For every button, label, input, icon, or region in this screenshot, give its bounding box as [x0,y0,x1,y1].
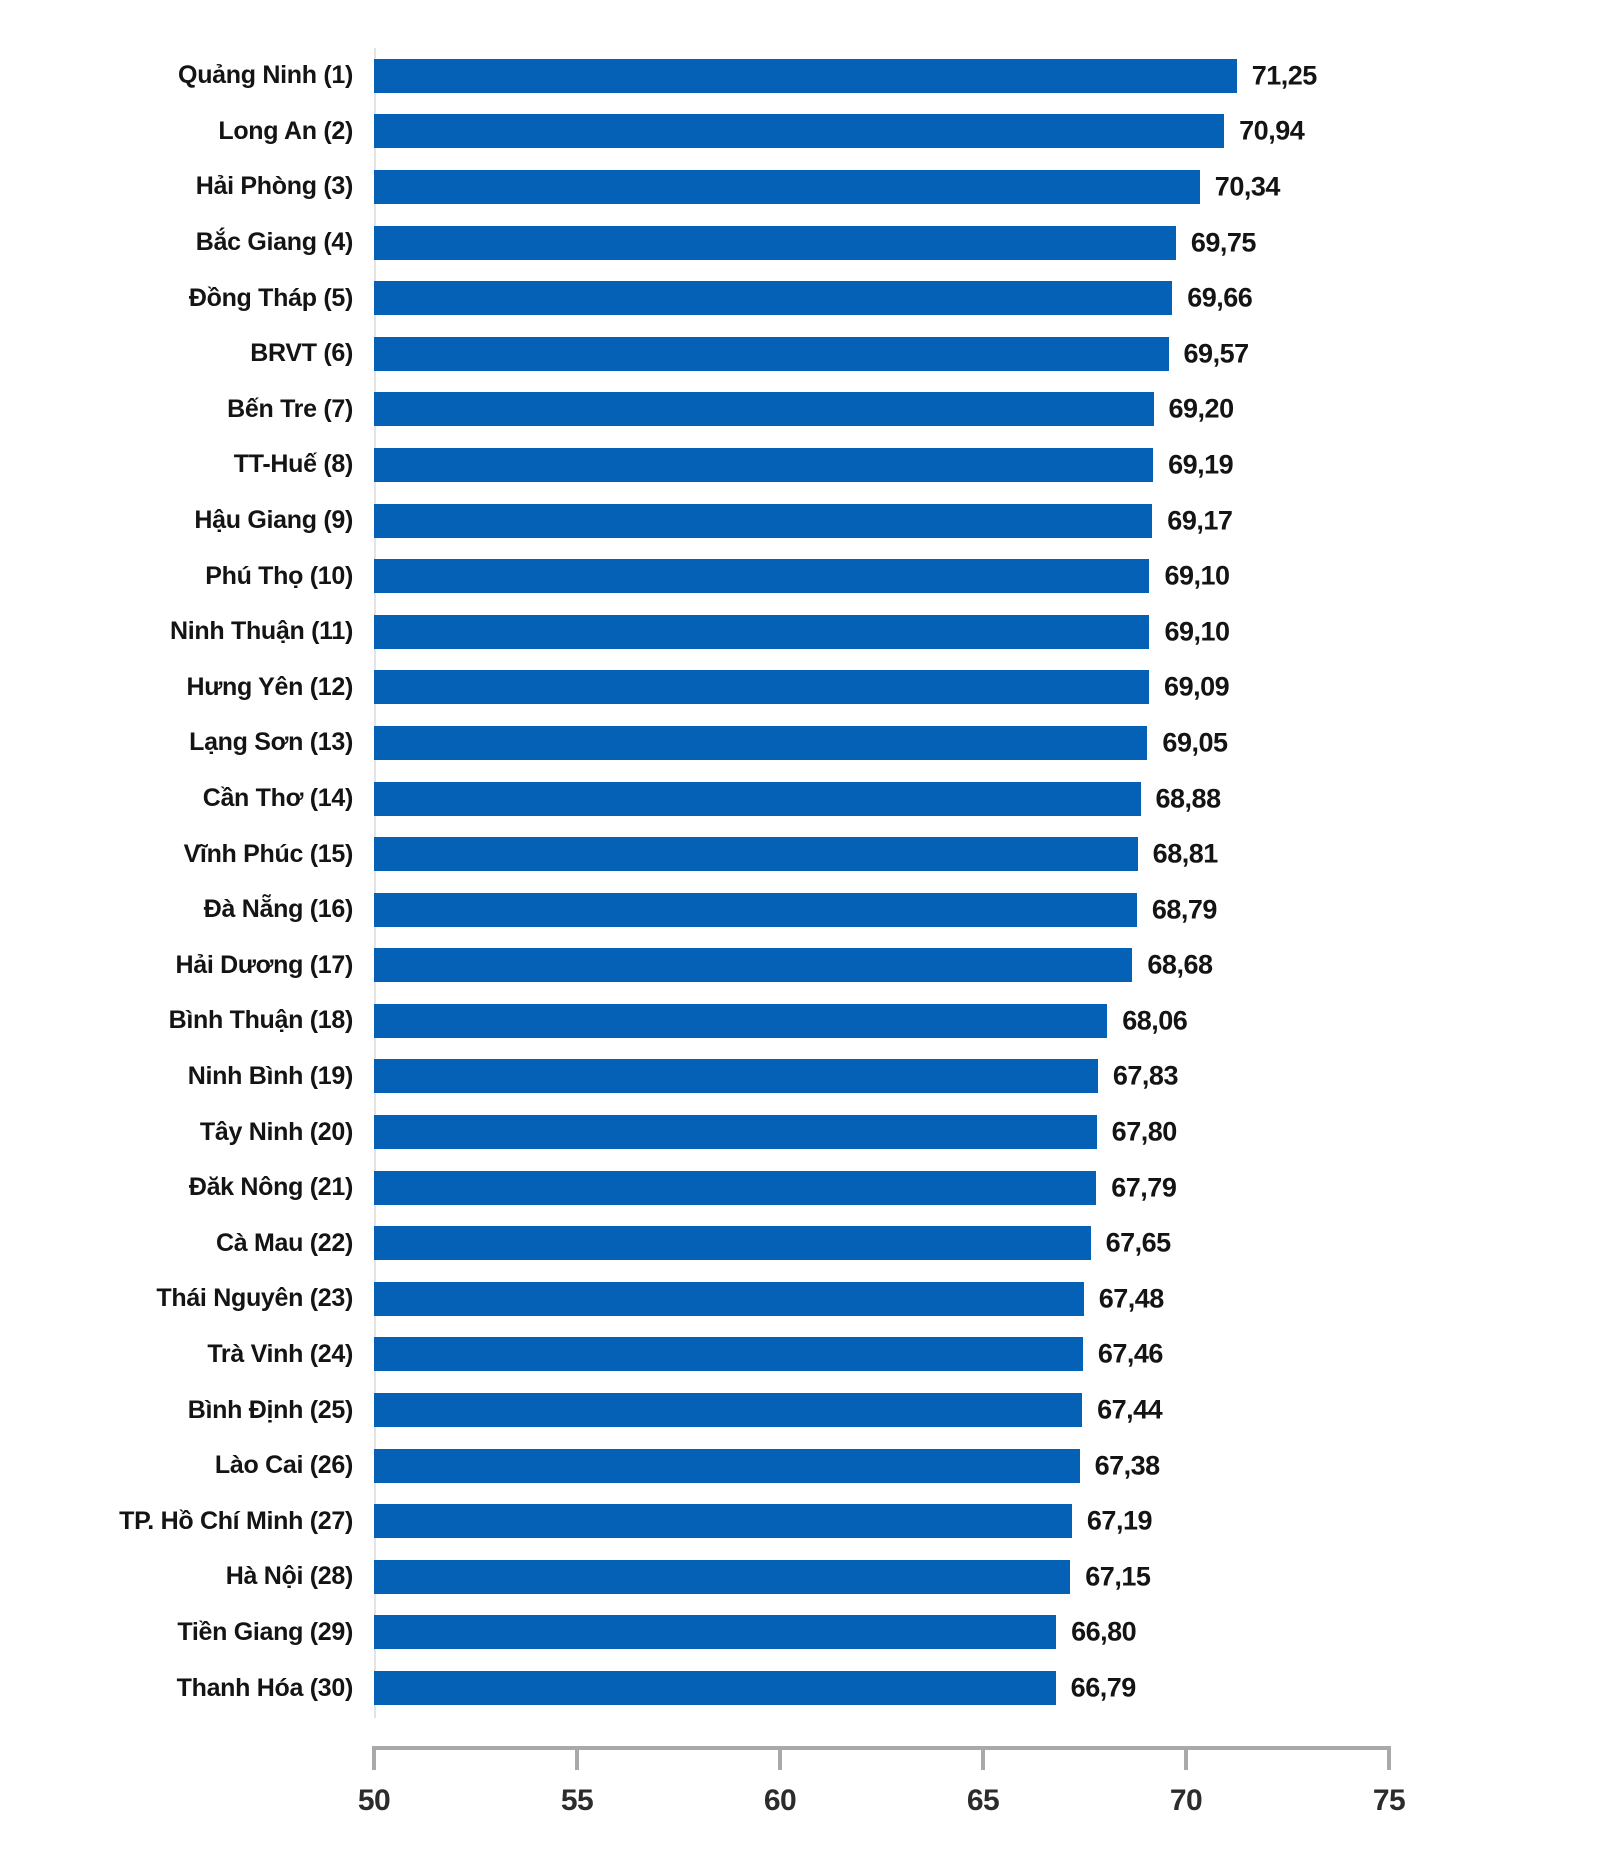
category-label: Cà Mau (22) [215,1228,353,1257]
x-axis-tick-label: 65 [966,1784,1000,1817]
category-label: Đăk Nông (21) [188,1173,353,1202]
bar-track [374,559,1389,593]
category-label: TP. Hồ Chí Minh (27) [119,1506,353,1535]
category-label: Quảng Ninh (1) [178,61,353,90]
bar-track [374,1504,1389,1538]
value-bar [374,170,1200,204]
bar-track [374,615,1389,649]
bar-track [374,1059,1389,1093]
value-label: 70,34 [1214,171,1280,202]
bar-track [374,1393,1389,1427]
category-label: Thanh Hóa (30) [176,1673,353,1702]
bar-track [374,893,1389,927]
bar-row [0,1271,1600,1327]
value-label: 67,48 [1098,1283,1164,1314]
value-label: 68,06 [1122,1005,1188,1036]
bar-row [0,437,1600,493]
value-label: 66,79 [1070,1672,1136,1703]
value-bar [374,1615,1056,1649]
category-label: Hải Phòng (3) [195,172,353,201]
bar-track [374,948,1389,982]
bar-track [374,1337,1389,1371]
value-bar [374,1393,1082,1427]
bar-track [374,1226,1389,1260]
x-axis-tick-label: 50 [357,1784,391,1817]
bar-row [0,1605,1600,1661]
value-label: 68,81 [1152,838,1218,869]
value-label: 69,05 [1162,727,1228,758]
value-bar [374,948,1132,982]
value-bar [374,1671,1056,1705]
value-bar [374,1282,1084,1316]
bar-track [374,59,1389,93]
bar-row [0,493,1600,549]
bar-row [0,159,1600,215]
category-label: Ninh Thuận (11) [169,617,353,646]
bar-track [374,504,1389,538]
value-label: 69,10 [1164,560,1230,591]
value-bar [374,837,1138,871]
bar-track [374,670,1389,704]
value-label: 67,38 [1094,1450,1160,1481]
category-label: Tây Ninh (20) [199,1117,353,1146]
value-label: 69,57 [1183,338,1249,369]
value-label: 67,65 [1105,1227,1171,1258]
category-label: Lạng Sơn (13) [189,728,353,757]
bar-track [374,1115,1389,1149]
value-bar [374,1449,1080,1483]
value-label: 69,75 [1190,227,1256,258]
bar-track [374,837,1389,871]
value-bar [374,448,1153,482]
bar-rows [0,48,1600,1716]
bar-row [0,1160,1600,1216]
bar-track [374,392,1389,426]
x-axis-tick-mark [372,1746,376,1770]
bar-row [0,326,1600,382]
bar-row [0,1104,1600,1160]
value-bar [374,1171,1096,1205]
category-label: Bắc Giang (4) [195,228,353,257]
value-bar [374,726,1147,760]
bar-track [374,448,1389,482]
x-axis-tick-mark [981,1746,985,1770]
value-label: 66,80 [1071,1616,1137,1647]
category-label: TT-Huế (8) [233,450,353,479]
value-bar [374,782,1141,816]
bar-track [374,726,1389,760]
category-label: Cần Thơ (14) [202,784,353,813]
bar-row [0,771,1600,827]
bar-track [374,1282,1389,1316]
value-label: 69,66 [1187,282,1253,313]
category-label: BRVT (6) [250,339,353,368]
bar-row [0,1327,1600,1383]
value-label: 69,19 [1168,449,1234,480]
bar-row [0,1049,1600,1105]
value-bar [374,1337,1083,1371]
value-label: 67,44 [1097,1394,1163,1425]
bar-row [0,882,1600,938]
x-axis-tick-mark [1184,1746,1188,1770]
value-label: 69,09 [1164,671,1230,702]
x-axis-line [374,1746,1389,1750]
bar-track [374,782,1389,816]
category-label: Hà Nội (28) [225,1562,353,1591]
x-axis-tick-label: 75 [1372,1784,1406,1817]
x-axis-tick-label: 60 [763,1784,797,1817]
value-bar [374,337,1169,371]
value-label: 67,15 [1085,1561,1151,1592]
bar-track [374,114,1389,148]
value-label: 68,79 [1151,894,1217,925]
category-label: Vĩnh Phúc (15) [183,839,353,868]
bar-row [0,1660,1600,1716]
bar-row [0,1382,1600,1438]
category-label: Thái Nguyên (23) [156,1284,353,1313]
value-bar [374,1560,1070,1594]
bar-track [374,1004,1389,1038]
bar-row [0,1493,1600,1549]
category-label: Bình Thuận (18) [168,1006,353,1035]
value-label: 71,25 [1251,60,1317,91]
value-bar [374,1115,1097,1149]
bar-row [0,548,1600,604]
bar-track [374,281,1389,315]
value-bar [374,226,1176,260]
bar-track [374,1171,1389,1205]
value-bar [374,1226,1091,1260]
category-label: Bến Tre (7) [227,394,353,423]
bar-track [374,170,1389,204]
category-label: Long An (2) [218,116,353,145]
value-label: 67,79 [1111,1172,1177,1203]
bar-row [0,48,1600,104]
category-label: Hải Dương (17) [175,950,353,979]
value-bar [374,114,1224,148]
value-bar [374,1504,1072,1538]
bar-row [0,660,1600,716]
bar-track [374,226,1389,260]
x-axis-tick-mark [575,1746,579,1770]
category-label: Trà Vinh (24) [207,1339,353,1368]
value-bar [374,59,1237,93]
value-bar [374,559,1149,593]
value-label: 69,17 [1167,505,1233,536]
x-axis-tick-label: 70 [1169,1784,1203,1817]
bar-row [0,215,1600,271]
value-bar [374,615,1149,649]
bar-row [0,993,1600,1049]
value-label: 68,68 [1147,949,1213,980]
value-bar [374,281,1172,315]
bar-track [374,1671,1389,1705]
value-label: 69,20 [1168,393,1234,424]
bar-row [0,715,1600,771]
x-axis-tick-mark [778,1746,782,1770]
bar-row [0,382,1600,438]
bar-row [0,604,1600,660]
category-label: Bình Định (25) [187,1395,353,1424]
value-bar [374,1004,1107,1038]
value-label: 67,83 [1112,1060,1178,1091]
value-label: 67,46 [1097,1338,1163,1369]
category-label: Tiền Giang (29) [177,1617,353,1646]
value-bar [374,392,1154,426]
category-label: Hưng Yên (12) [186,672,353,701]
value-label: 70,94 [1239,115,1305,146]
bar-row [0,826,1600,882]
x-axis [357,1746,1406,1826]
bar-row [0,1438,1600,1494]
x-axis-tick-mark [1387,1746,1391,1770]
x-axis-tick-label: 55 [560,1784,594,1817]
value-bar [374,893,1137,927]
category-label: Đà Nẵng (16) [203,895,353,924]
bar-track [374,1449,1389,1483]
value-label: 67,19 [1086,1505,1152,1536]
value-bar [374,1059,1098,1093]
bar-row [0,104,1600,160]
category-label: Đồng Tháp (5) [188,283,353,312]
value-label: 67,80 [1111,1116,1177,1147]
bar-track [374,337,1389,371]
value-label: 69,10 [1164,616,1230,647]
bar-row [0,1549,1600,1605]
category-label: Ninh Bình (19) [187,1061,353,1090]
value-label: 68,88 [1155,783,1221,814]
category-label: Hậu Giang (9) [194,506,353,535]
bar-track [374,1560,1389,1594]
value-bar [374,670,1149,704]
bar-row [0,1215,1600,1271]
category-label: Phú Thọ (10) [205,561,353,590]
category-label: Lào Cai (26) [214,1451,353,1480]
value-bar [374,504,1152,538]
bar-row [0,270,1600,326]
bar-track [374,1615,1389,1649]
bar-row [0,938,1600,994]
